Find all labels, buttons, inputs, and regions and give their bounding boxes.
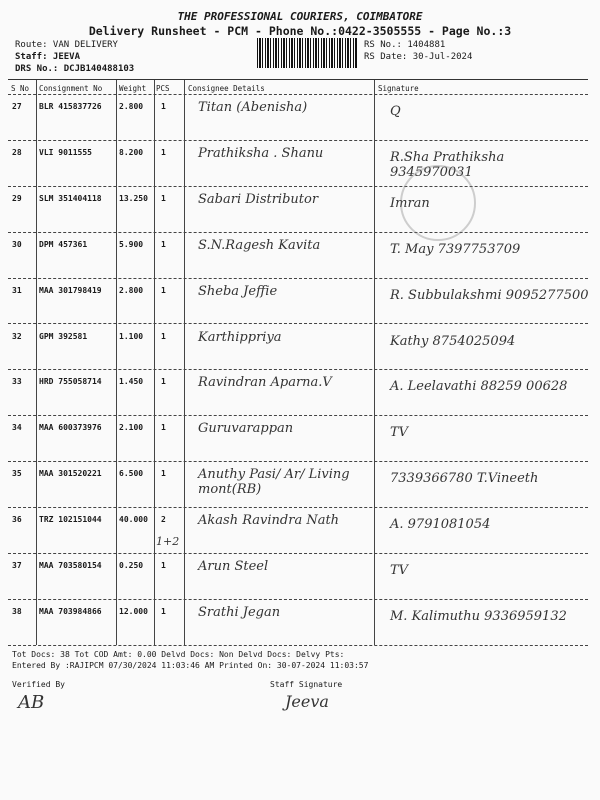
receiver-signature: R.Sha Prathiksha 9345970031 [390, 149, 505, 180]
table-row [8, 553, 588, 601]
consignment-number: HRD 755058714 [39, 377, 102, 387]
table-row [8, 232, 588, 280]
consignment-number: MAA 703984866 [39, 606, 102, 616]
pieces-count: 1 [161, 193, 166, 203]
verified-signature: AB [18, 692, 45, 713]
col-header-pcs: PCS [156, 84, 170, 93]
consignment-number: MAA 301520221 [39, 469, 102, 479]
drs-number: DRS No.: DCJB140488103 [15, 64, 135, 74]
consignee-details: Sabari Distributor [198, 191, 319, 207]
receiver-signature: A. Leelavathi 88259 00628 [390, 379, 568, 395]
serial-number: 30 [12, 239, 22, 249]
weight-value: 2.800 [119, 102, 144, 111]
staff-signature-label: Staff Signature [270, 680, 343, 689]
weight-value: 1.100 [119, 331, 144, 341]
staff-label: Staff: JEEVA [15, 52, 81, 62]
serial-number: 31 [12, 285, 22, 295]
col-header-consignee: Consignee Details [188, 84, 265, 93]
pieces-count: 1 [161, 561, 166, 570]
table-row [8, 324, 588, 372]
consignee-details: Titan (Abenisha) [198, 100, 308, 115]
consignment-number: MAA 301798419 [39, 285, 102, 295]
serial-number: 37 [12, 561, 22, 570]
weight-value: 2.800 [119, 285, 144, 295]
serial-number: 28 [12, 147, 22, 157]
table-row [8, 461, 588, 509]
pieces-count: 1 [161, 377, 166, 387]
table-row [8, 369, 588, 417]
pieces-count: 1 [161, 469, 166, 479]
receiver-signature: M. Kalimuthu 9336959132 [390, 608, 567, 624]
consignment-number: SLM 351404118 [39, 193, 102, 203]
consignee-details: Guruvarappan [198, 421, 294, 437]
serial-number: 29 [12, 193, 22, 203]
col-header-consignment: Consignment No [39, 84, 103, 93]
consignee-details: Ravindran Aparna.V [198, 375, 332, 391]
pieces-note: 1+2 [156, 535, 180, 549]
runsheet-table [8, 79, 588, 645]
receiver-signature: T. May 7397753709 [390, 241, 521, 257]
weight-value: 40.000 [119, 515, 148, 525]
rs-number: RS No.: 1404881 [364, 40, 446, 50]
footer-totals: Tot Docs: 38 Tot COD Amt: 0.00 Delvd Docs: Non Delvd Docs: Delvy Pts: [12, 650, 345, 659]
weight-value: 6.500 [119, 469, 144, 479]
consignee-details: Karthippriya [198, 329, 282, 345]
consignee-details: Anuthy Pasi/ Ar/ Living mont(RB) [198, 467, 350, 498]
receiver-signature: 7339366780 T.Vineeth [390, 471, 539, 487]
consignee-details: Prathiksha . Shanu [198, 145, 324, 161]
receiver-signature: TV [390, 563, 409, 578]
consignment-number: TRZ 102151044 [39, 515, 102, 525]
verified-by-label: Verified By [12, 680, 65, 689]
pieces-count: 1 [161, 606, 166, 616]
table-row [8, 599, 588, 647]
receiver-signature: A. 9791081054 [390, 517, 491, 533]
rs-date: RS Date: 30-Jul-2024 [364, 52, 473, 62]
table-row [8, 507, 588, 555]
footer-entered-by: Entered By :RAJIPCM 07/30/2024 11:03:46 AM Printed On: 30-07-2024 11:03:57 [12, 661, 369, 670]
col-header-sno: S No [11, 84, 30, 93]
consignee-details: Akash Ravindra Nath [198, 513, 340, 529]
pieces-count: 1 [161, 147, 166, 157]
pieces-count: 1 [161, 423, 166, 433]
receiver-signature: TV [390, 425, 409, 441]
serial-number: 33 [12, 377, 22, 387]
pieces-count: 1 [161, 285, 166, 295]
pieces-count: 1 [161, 239, 166, 249]
consignment-number: VLI 9011555 [39, 147, 92, 157]
table-row [8, 94, 588, 142]
weight-value: 0.250 [119, 561, 144, 570]
serial-number: 32 [12, 331, 22, 341]
consignee-details: Sheba Jeffie [198, 283, 278, 299]
table-row [8, 186, 588, 234]
consignment-number: MAA 703580154 [39, 561, 102, 570]
consignment-number: BLR 415837726 [39, 102, 102, 111]
weight-value: 8.200 [119, 147, 144, 157]
consignee-details: Srathi Jegan [198, 604, 281, 620]
route-label: Route: VAN DELIVERY [15, 40, 118, 50]
col-header-weight: Weight [119, 84, 147, 93]
consignment-number: MAA 600373976 [39, 423, 102, 433]
col-header-signature: Signature [378, 84, 419, 93]
table-row [8, 140, 588, 188]
document-subtitle: Delivery Runsheet - PCM - Phone No.:0422-3505555 - Page No.:3 [88, 24, 512, 38]
weight-value: 12.000 [119, 606, 148, 616]
table-row [8, 415, 588, 463]
consignee-details: Arun Steel [198, 559, 269, 574]
consignment-number: GPM 392581 [39, 331, 88, 341]
serial-number: 36 [12, 515, 22, 525]
serial-number: 35 [12, 469, 22, 479]
pieces-count: 1 [161, 331, 166, 341]
consignment-number: DPM 457361 [39, 239, 88, 249]
receiver-signature: Imran [390, 195, 430, 211]
staff-signature: Jeeva [285, 692, 329, 711]
serial-number: 34 [12, 423, 22, 433]
barcode [257, 38, 357, 68]
weight-value: 13.250 [119, 193, 148, 203]
receiver-signature: Kathy 8754025094 [390, 333, 516, 349]
stamp-seal [400, 165, 476, 241]
pieces-count: 1 [161, 102, 166, 111]
weight-value: 1.450 [119, 377, 144, 387]
consignee-details: S.N.Ragesh Kavita [198, 237, 321, 253]
weight-value: 5.900 [119, 239, 144, 249]
document-title: THE PROFESSIONAL COURIERS, COIMBATORE [177, 10, 423, 23]
weight-value: 2.100 [119, 423, 144, 433]
table-row [8, 278, 588, 326]
receiver-signature: R. Subbulakshmi 9095277500 [390, 287, 589, 303]
serial-number: 38 [12, 606, 22, 616]
pieces-count: 2 [161, 515, 166, 525]
serial-number: 27 [12, 102, 22, 111]
receiver-signature: Q [390, 104, 401, 119]
